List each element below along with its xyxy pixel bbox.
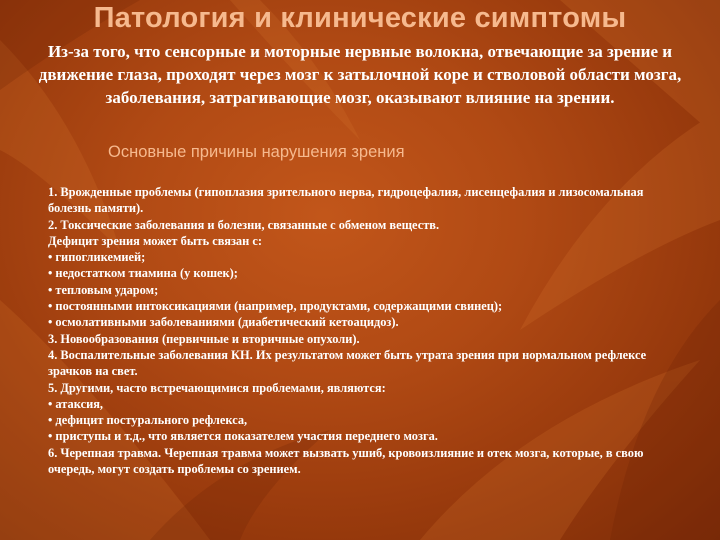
causes-list xyxy=(48,184,688,477)
list-item: • атаксия, xyxy=(48,396,104,411)
list-item: • гипогликемией; xyxy=(48,250,146,265)
list-item: 3. Новообразования (первичные и вторичные опухоли). xyxy=(48,331,360,346)
list-item: 2. Токсические заболевания и болезни, связанные с обменом веществ. xyxy=(48,217,440,232)
list-item: • недостатком тиамина (у кошек); xyxy=(48,266,238,281)
list-item: • дефицит постурального рефлекса, xyxy=(48,413,248,428)
list-item: • тепловым ударом; xyxy=(48,282,159,297)
list-item: • осмолативными заболеваниями (диабетический кетоацидоз). xyxy=(48,315,399,330)
list-item: 4. Воспалительные заболевания КН. Их результатом может быть утрата зрения при нормальном рефлексе зрачков на свет. xyxy=(48,347,647,379)
slide-title: Патология и клинические симптомы xyxy=(93,2,627,34)
section-subtitle: Основные причины нарушения зрения xyxy=(108,143,405,161)
list-item: 5. Другими, часто встречающимися проблемами, являются: xyxy=(48,380,386,395)
list-item: • постоянными интоксикациями (например, продуктами, содержащими свинец); xyxy=(48,299,503,314)
list-item: 6. Черепная травма. Черепная травма может вызвать ушиб, кровоизлияние и отек мозга, которые, в свою очередь, могут создать проблемы со зрением. xyxy=(48,445,644,477)
list-item: Дефицит зрения может быть связан с: xyxy=(48,233,262,248)
list-item: 1. Врожденные проблемы (гипоплазия зрительного нерва, гидроцефалия, лисенцефалия и лизосомальная болезнь памяти). xyxy=(48,185,644,216)
list-item: • приступы и т.д., что является показателем участия переднего мозга. xyxy=(48,429,438,444)
intro-paragraph: Из-за того, что сенсорные и моторные нервные волокна, отвечающие за зрение и движение глаза, проходят через мозг к затылочной коре и стволовой области мозга, заболевания, затрагивающие мозг, оказывают влияние на зрении. xyxy=(38,42,682,107)
